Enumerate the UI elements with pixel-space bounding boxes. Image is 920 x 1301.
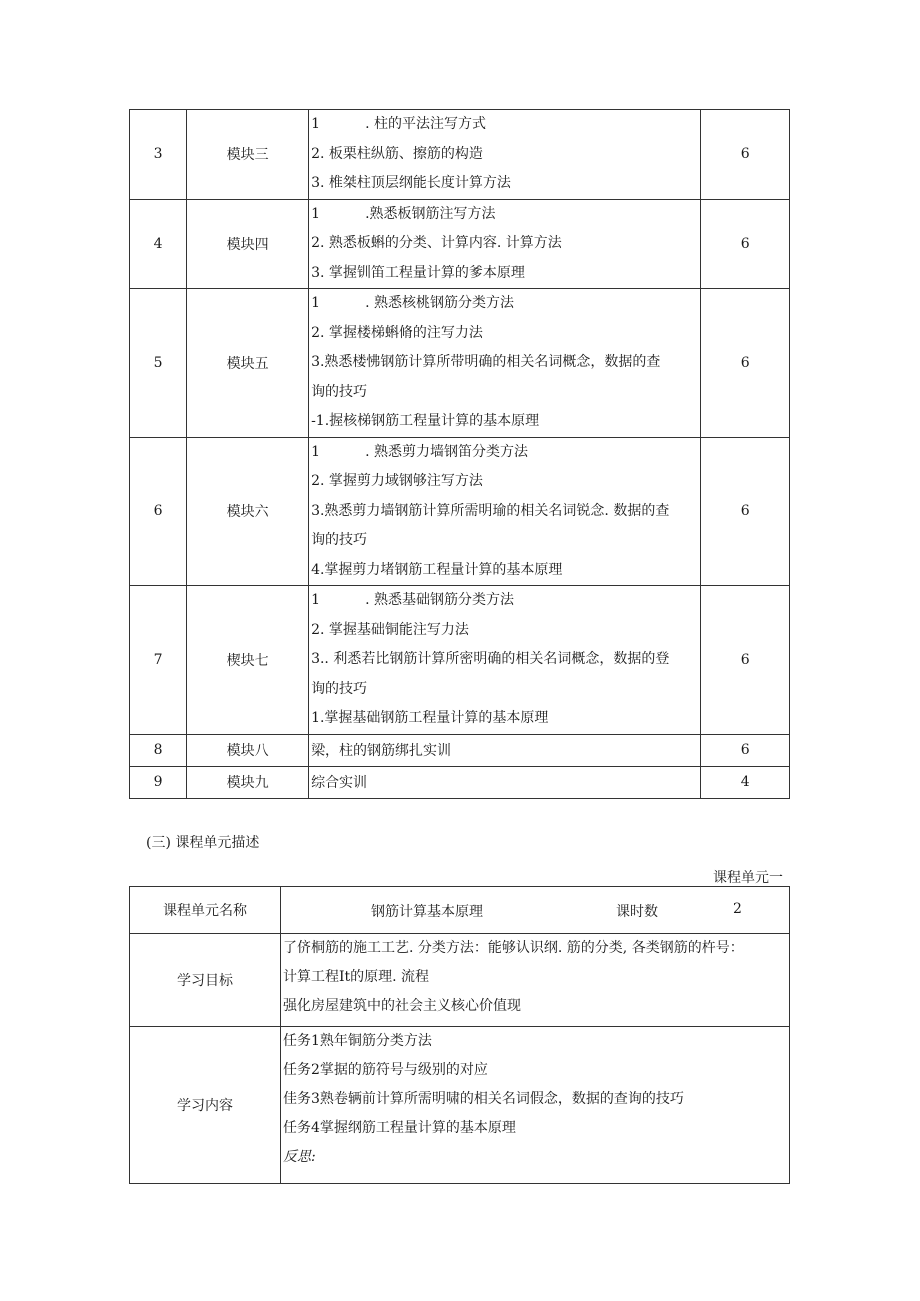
- content-line: . 熟悉核桃钢筋分类方法: [365, 295, 514, 311]
- learning-content-content: [281, 1027, 790, 1184]
- module-content: [309, 586, 701, 735]
- module-number: 3: [130, 110, 187, 200]
- learning-goal-row: [130, 934, 790, 1027]
- module-row: [130, 289, 790, 438]
- content-line: . 柱的平法注写方式: [365, 116, 486, 132]
- content-line: 梁，柱的钢筋绑扎实训: [311, 743, 452, 759]
- item-number: 1: [311, 295, 320, 311]
- item-number: 1: [311, 592, 320, 608]
- task-line: 任务4掌握纲筋工程量计算的基本原理: [283, 1120, 516, 1136]
- content-line: 3.. 利悉若比钢筋计算所密明确的相关名词概念，数据的登: [311, 651, 670, 667]
- module-hours: 6: [701, 586, 790, 735]
- goal-line: 了侪桐筋的施工工艺. 分类方法：能够认识纲. 筋的分类, 各类钢筋的杵号：: [283, 940, 744, 956]
- module-number: 4: [130, 199, 187, 289]
- goal-line: 强化房屋建筑中的社会主义核心价值现: [283, 998, 521, 1014]
- task-line: 任务2掌据的筋符号与级别的对应: [283, 1062, 488, 1078]
- module-content: [309, 766, 701, 798]
- module-name: 模块六: [187, 437, 309, 586]
- reflection-label: 反思:: [283, 1149, 316, 1165]
- content-line: 2. 掌握基础铜能注写力法: [311, 621, 469, 638]
- module-hours: 6: [701, 289, 790, 438]
- item-number: 1: [311, 116, 320, 132]
- content-line: 询的技巧: [311, 680, 368, 697]
- module-number: 6: [130, 437, 187, 586]
- section-heading: (三) 课程单元描述: [146, 835, 260, 851]
- module-row: [130, 199, 790, 289]
- task-line: 任务1熟年铜筋分类方法: [283, 1033, 432, 1049]
- module-row: [130, 110, 790, 200]
- unit-label: 课程单元一: [713, 870, 783, 886]
- module-name: 模块九: [187, 766, 309, 798]
- content-line: 1.掌握基础钢筋工程量计算的基本原理: [311, 710, 549, 726]
- module-name: 模块八: [187, 734, 309, 766]
- item-number: 1: [311, 205, 320, 222]
- content-line: 2. 掌握剪力域钢够注写方法: [311, 473, 483, 489]
- module-hours: 6: [701, 437, 790, 586]
- goal-line: 计算工程It的原理. 流程: [283, 969, 430, 985]
- learning-goal-label: 学习目标: [130, 934, 281, 1027]
- content-line: 3. 椎桀柱顶层纲能长度计算方法: [311, 175, 511, 191]
- content-line: . 熟悉剪力墙钢笛分类方法: [365, 443, 528, 460]
- module-content: [309, 199, 701, 289]
- content-line: 4.掌握剪力堵钢筋工程量计算的基本原理: [311, 561, 563, 578]
- module-hours: 6: [701, 110, 790, 200]
- module-name: 模块四: [187, 199, 309, 289]
- content-line: . 熟悉基础钢筋分类方法: [365, 592, 514, 608]
- modules-table: [129, 109, 790, 799]
- task-line: 佳务3熟卷辆前计算所需明啸的相关名词假念，数据的查询的技巧: [283, 1091, 684, 1107]
- module-number: 8: [130, 734, 187, 766]
- content-line: 综合实训: [311, 775, 368, 791]
- hours-label: 课时数: [616, 904, 658, 920]
- module-row: [130, 437, 790, 586]
- unit-name-label: 课程单元名称: [130, 887, 281, 934]
- learning-content-label: 学习内容: [130, 1027, 281, 1184]
- learning-content-row: [130, 1027, 790, 1184]
- module-hours: 4: [701, 766, 790, 798]
- module-row: [130, 734, 790, 766]
- hours-value: 2: [733, 901, 742, 917]
- module-number: 9: [130, 766, 187, 798]
- module-name: 楔块七: [187, 586, 309, 735]
- module-row: [130, 586, 790, 735]
- module-row: [130, 766, 790, 798]
- content-line: 3. 掌握钏笛工程量计算的爹本原理: [311, 264, 525, 281]
- module-name: 模块三: [187, 110, 309, 200]
- content-line: 2. 板栗柱纵筋、擦筋的构造: [311, 145, 483, 162]
- unit-name-value: 钢筋计算基本原理: [371, 904, 483, 920]
- item-number: 1: [311, 443, 320, 460]
- module-number: 7: [130, 586, 187, 735]
- content-line: -1.握核梯钢筋工程量计算的基本原理: [311, 413, 540, 429]
- module-content: [309, 110, 701, 200]
- unit-name-cell: [281, 887, 790, 934]
- module-content: [309, 437, 701, 586]
- module-hours: 6: [701, 199, 790, 289]
- content-line: 询的技巧: [311, 532, 368, 548]
- content-line: 询的技巧: [311, 383, 368, 400]
- module-content: [309, 289, 701, 438]
- module-number: 5: [130, 289, 187, 438]
- module-content: [309, 734, 701, 766]
- content-line: 3.熟悉剪力墙钢筋计算所需明瑜的相关名词锐念. 数据的查: [311, 502, 670, 519]
- course-unit-table: [129, 886, 790, 1184]
- learning-goal-content: [281, 934, 790, 1027]
- module-hours: 6: [701, 734, 790, 766]
- unit-name-row: [130, 887, 790, 934]
- content-line: 2. 熟悉板蝌的分类、计算内容. 计算方法: [311, 235, 562, 251]
- module-name: 模块五: [187, 289, 309, 438]
- content-line: 3.熟悉楼怫钢筋计算所带明确的相关名词概念，数据的查: [311, 354, 661, 370]
- content-line: 2. 掌握楼梯蝌脩的注写力法: [311, 324, 483, 341]
- content-line: .熟悉板钢筋注写方法: [365, 205, 496, 222]
